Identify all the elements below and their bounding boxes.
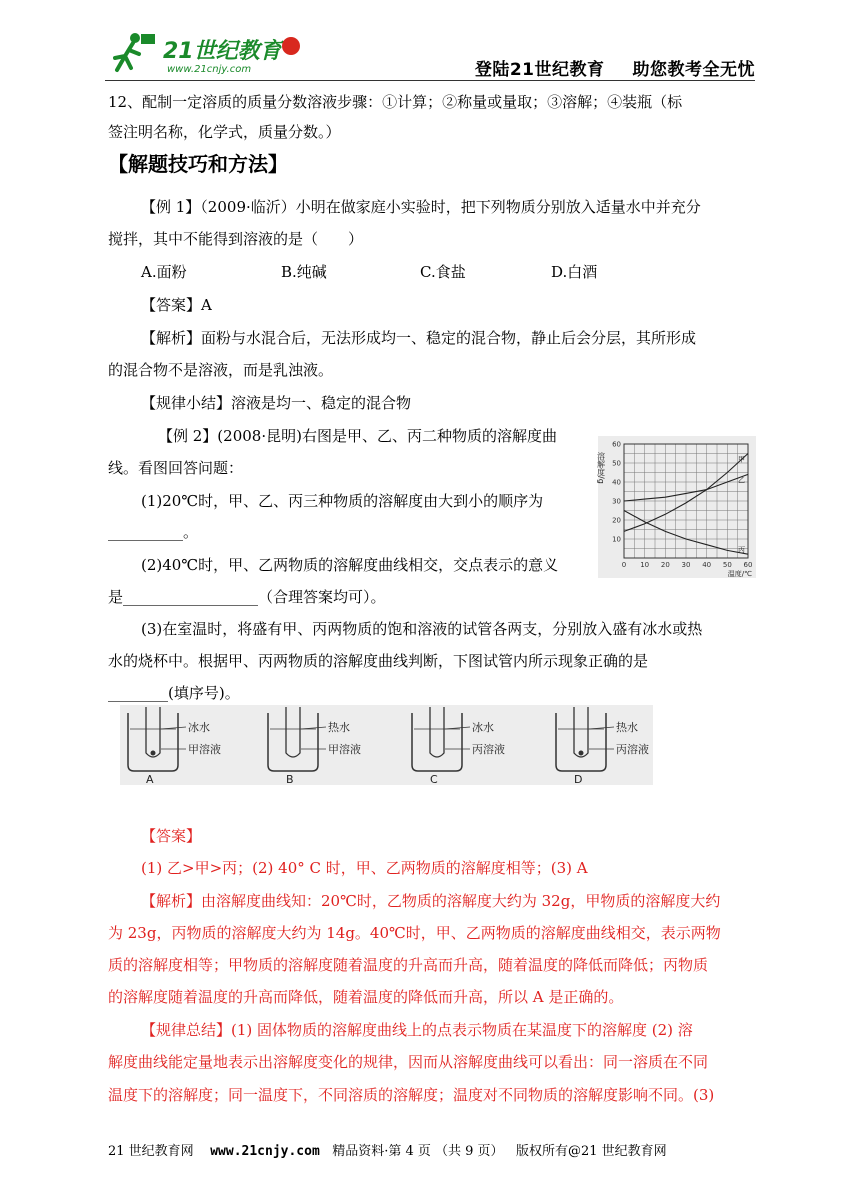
solution-label: 甲溶液 <box>188 743 221 756</box>
test-tube-figure <box>120 705 653 785</box>
slogan-right: 助您教考全无忧 <box>632 60 755 80</box>
example1-analysis-1: 【解析】面粉与水混合后，无法形成均一、稳定的混合物，静止后会分层，其所形成 <box>141 329 697 347</box>
example1-analysis-2: 的混合物不是溶液，而是乳浊液。 <box>108 361 334 379</box>
test-tube <box>146 707 160 757</box>
footer-copyright: 版权所有@21 世纪教育网 <box>515 1144 667 1159</box>
x-tick-label: 60 <box>743 561 753 569</box>
y-tick-label: 60 <box>612 440 621 449</box>
y-tick-label: 30 <box>612 497 621 506</box>
intro-line-1: 12、配制一定溶质的质量分数溶液步骤：①计算；②称量或量取；③溶解；④装瓶（标 <box>108 93 683 111</box>
example1-line-2: 搅拌，其中不能得到溶液的是（ ） <box>108 230 364 248</box>
q1-line-1: (1)20℃时，甲、乙、丙三种物质的溶解度由大到小的顺序为 <box>141 492 544 510</box>
option-b: B.纯碱 <box>281 263 327 281</box>
q3-line-1: (3)在室温时，将盛有甲、丙两物质的饱和溶液的试管各两支，分别放入盛有冰水或热 <box>141 620 703 638</box>
site-logo <box>105 28 305 76</box>
example2-line-2: 线。看图回答问题： <box>108 459 244 477</box>
bath-label: 冰水 <box>472 721 494 734</box>
option-letter: A <box>146 773 154 786</box>
y-tick-label: 20 <box>612 516 621 525</box>
answer2-summary-3: 温度下的溶解度；同一温度下，不同溶质的溶解度；温度对不同物质的溶解度影响不同。(3) <box>108 1086 715 1104</box>
x-tick-label: 40 <box>702 561 712 569</box>
solubility-chart <box>598 436 756 578</box>
answer2-title: 【答案】 <box>141 827 202 845</box>
x-tick-label: 30 <box>681 561 691 569</box>
footer-page-info: 精品资料·第 4 页 （共 9 页） <box>332 1144 504 1159</box>
example1-answer: 【答案】A <box>141 296 212 314</box>
logo-url: www.21cnjy.com <box>167 64 252 75</box>
footer-site-name: 21 世纪教育网 <box>108 1144 194 1159</box>
page-footer <box>108 1140 667 1159</box>
test-tube <box>286 707 300 757</box>
bath-label: 热水 <box>616 721 638 734</box>
option-c: C.食盐 <box>420 263 466 281</box>
beaker <box>412 713 462 771</box>
answer2-analysis-3: 质的溶解度相等；甲物质的溶解度随着温度的升高而升高，随着温度的降低而降低；丙物质 <box>108 956 709 974</box>
beaker <box>268 713 318 771</box>
y-axis-label: 溶解度/g <box>596 452 606 484</box>
slogan-left: 登陆21世纪教育 <box>474 60 605 80</box>
page-header <box>105 28 755 80</box>
y-tick-label: 40 <box>612 478 621 487</box>
y-tick-label: 10 <box>612 535 621 544</box>
option-letter: C <box>430 773 438 786</box>
example1-summary: 【规律小结】溶液是均一、稳定的混合物 <box>141 394 412 412</box>
series-label-1: 甲 <box>738 455 745 464</box>
precipitate <box>579 751 584 756</box>
answer2-analysis-4: 的溶解度随着温度的升高而降低，随着温度的降低而升高，所以 A 是正确的。 <box>108 988 624 1006</box>
beaker <box>556 713 606 771</box>
q2-line-1: (2)40℃时，甲、乙两物质的溶解度曲线相交，交点表示的意义 <box>141 556 559 574</box>
answer2-summary-2: 解度曲线能定量地表示出溶解度变化的规律，因而从溶解度曲线可以看出：同一溶质在不同 <box>108 1053 709 1071</box>
option-letter: B <box>286 773 294 786</box>
answer2-body: (1) 乙>甲>丙；(2) 40° C 时，甲、乙两物质的溶解度相等；(3) A <box>141 859 588 877</box>
q3-line-2: 水的烧杯中。根据甲、丙两物质的溶解度曲线判断，下图试管内所示现象正确的是 <box>108 652 649 670</box>
q2-line-2: 是__________________（合理答案均可）。 <box>108 588 386 606</box>
x-tick-label: 0 <box>621 561 627 569</box>
solution-label: 甲溶液 <box>328 743 361 756</box>
x-tick-label: 10 <box>640 561 650 569</box>
y-tick-label: 50 <box>612 459 621 468</box>
logo-text: 21世纪教育 <box>163 39 282 64</box>
section-title: 【解题技巧和方法】 <box>108 152 288 176</box>
bath-label: 热水 <box>328 721 350 734</box>
option-letter: D <box>574 773 583 786</box>
q1-blank: __________。 <box>108 523 199 541</box>
test-tube <box>574 707 588 757</box>
header-divider <box>105 80 755 81</box>
q3-line-3: ________(填序号)。 <box>108 684 240 702</box>
bath-label: 冰水 <box>188 721 210 734</box>
example2-line-1: 【例 2】(2008·昆明)右图是甲、乙、丙二种物质的溶解度曲 <box>158 427 557 445</box>
answer2-analysis-2: 为 23g，丙物质的溶解度大约为 14g。40℃时，甲、乙两物质的溶解度曲线相交，表示两物 <box>108 924 721 942</box>
series-label-3: 丙 <box>738 546 745 555</box>
intro-line-2: 签注明名称，化学式，质量分数。） <box>108 123 341 141</box>
option-d: D.白酒 <box>551 263 598 281</box>
solution-label: 丙溶液 <box>616 743 649 756</box>
solution-label: 丙溶液 <box>472 743 505 756</box>
x-tick-label: 20 <box>660 561 670 569</box>
footer-site-url[interactable]: www.21cnjy.com <box>210 1144 320 1159</box>
test-tube <box>430 707 444 757</box>
header-slogan <box>475 55 755 80</box>
precipitate <box>151 751 156 756</box>
x-tick-label: 50 <box>722 561 732 569</box>
answer2-summary-1: 【规律总结】(1) 固体物质的溶解度曲线上的点表示物质在某温度下的溶解度 (2) 溶 <box>141 1021 693 1039</box>
x-axis-label: 温度/℃ <box>727 570 752 578</box>
runner-icon <box>115 33 155 70</box>
apple-icon <box>282 37 300 55</box>
beaker <box>128 713 178 771</box>
example1-line-1: 【例 1】（2009·临沂）小明在做家庭小实验时，把下列物质分别放入适量水中并充分 <box>141 198 701 216</box>
answer2-analysis-1: 【解析】由溶解度曲线知：20℃时，乙物质的溶解度大约为 32g，甲物质的溶解度大约 <box>141 892 721 910</box>
option-a: A.面粉 <box>141 263 187 281</box>
series-label-2: 乙 <box>738 476 745 485</box>
